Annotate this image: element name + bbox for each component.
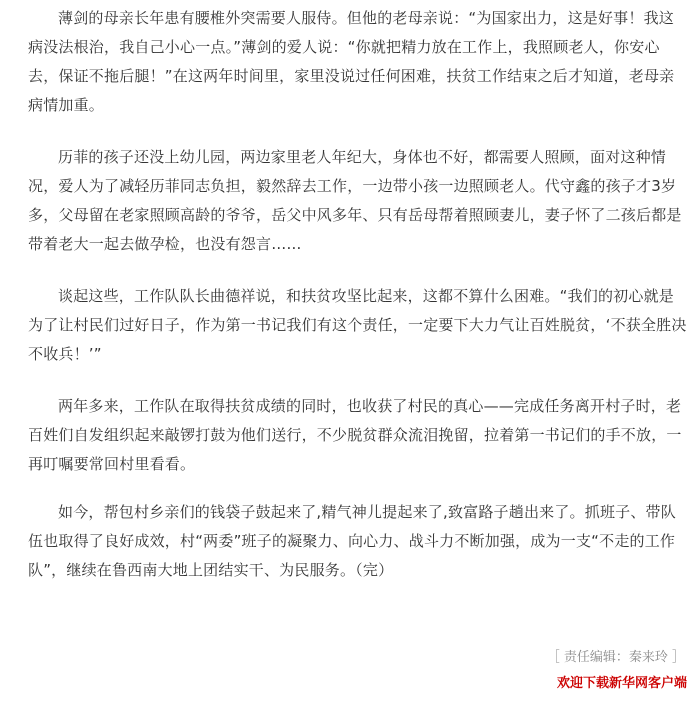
article-paragraph-2: 历菲的孩子还没上幼儿园，两边家里老人年纪大，身体也不好，都需要人照顾，面对这种情况，爱人为了减轻历菲同志负担，毅然辞去工作，一边带小孩一边照顾老人。代守鑫的孩子才3岁多，父母留在老家照顾高龄的爷爷，岳父中风多年、只有岳母帮着照顾妻儿，妻子怀了二孩后都是带着老大一起去做孕检，也没有怨言…… — [28, 148, 682, 253]
download-app-link[interactable]: 欢迎下载新华网客户端 — [556, 676, 687, 691]
article-paragraph-4: 两年多来，工作队在取得扶贫成绩的同时，也收获了村民的真心——完成任务离开村子时，老百姓们自发组织起来敲锣打鼓为他们送行，不少脱贫群众流泪挽留，拉着第一书记们的手不放，一再叮嘱要常回村里看看。 — [28, 397, 682, 473]
article-paragraph-5: 如今，帮包村乡亲们的钱袋子鼓起来了,精气神儿提起来了,致富路子趟出来了。抓班子、带队伍也取得了良好成效，村“两委”班子的凝聚力、向心力、战斗力不断加强，成为一支“不走的工作队”，继续在鲁西南大地上团结实干、为民服务。（完） — [28, 503, 676, 579]
article-paragraph-1: 薄剑的母亲长年患有腰椎外突需要人服侍。但他的老母亲说：“为国家出力，这是好事！我这病没法根治，我自己小心一点。”薄剑的爱人说：“你就把精力放在工作上，我照顾老人，你安心去，保证不拖后腿！”在这两年时间里，家里没说过任何困难，扶贫工作结束之后才知道，老母亲病情加重。 — [28, 9, 675, 114]
article-paragraph-3: 谈起这些，工作队队长曲德祥说，和扶贫攻坚比起来，这都不算什么困难。“我们的初心就是为了让村民们过好日子，作为第一书记我们有这个责任，一定要下大力气让百姓脱贫，‘不获全胜决不收兵！’” — [28, 287, 687, 363]
editor-credit: ［ 责任编辑：秦来玲 ］ — [546, 650, 685, 665]
